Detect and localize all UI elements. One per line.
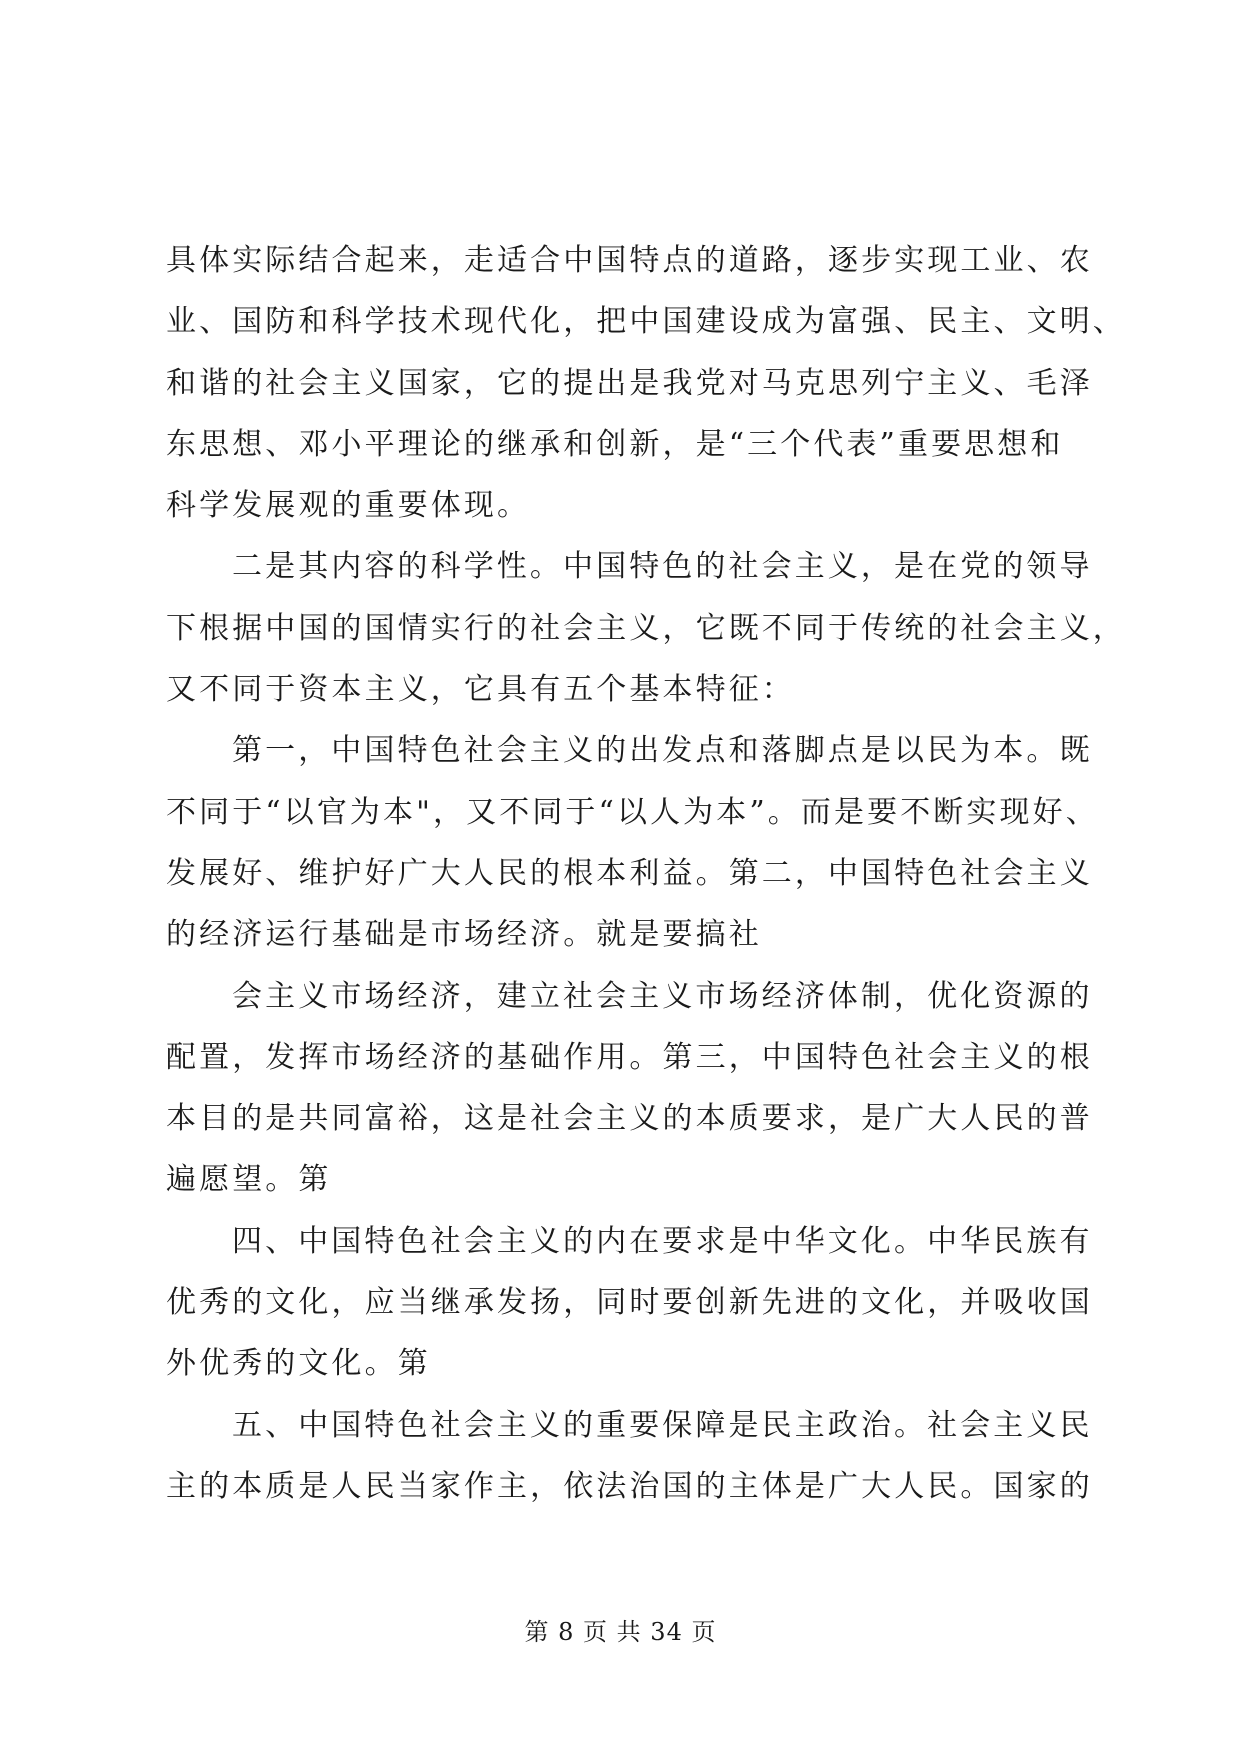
page-number-footer: 第 8 页 共 34 页	[524, 1618, 717, 1646]
text-line-2: 业、国防和科学技术现代化，把中国建设成为富强、民主、文明、	[166, 304, 1126, 340]
text-line-7: 下根据中国的国情实行的社会主义，它既不同于传统的社会主义，	[166, 610, 1126, 646]
text-line-18: 优秀的文化，应当继承发扬，同时要创新先进的文化，并吸收国	[166, 1285, 1093, 1321]
text-line-15: 本目的是共同富裕，这是社会主义的本质要求，是广大人民的普	[166, 1101, 1093, 1137]
text-line-13: 会主义市场经济，建立社会主义市场经济体制，优化资源的	[232, 978, 1093, 1014]
text-line-1: 具体实际结合起来，走适合中国特点的道路，逐步实现工业、农	[166, 243, 1093, 278]
text-line-14: 配置，发挥市场经济的基础作用。第三，中国特色社会主义的根	[166, 1039, 1093, 1075]
text-line-17: 四、中国特色社会主义的内在要求是中华文化。中华民族有	[232, 1223, 1093, 1259]
text-line-10: 不同于“以官为本"，又不同于“以人为本”。而是要不断实现好、	[166, 794, 1099, 830]
text-line-3: 和谐的社会主义国家，它的提出是我党对马克思列宁主义、毛泽	[166, 365, 1093, 401]
text-line-12: 的经济运行基础是市场经济。就是要搞社	[166, 917, 762, 953]
text-line-11: 发展好、维护好广大人民的根本利益。第二，中国特色社会主义	[166, 855, 1093, 891]
text-line-6: 二是其内容的科学性。中国特色的社会主义，是在党的领导	[232, 549, 1093, 585]
text-line-8: 又不同于资本主义，它具有五个基本特征：	[166, 672, 795, 708]
text-line-9: 第一，中国特色社会主义的出发点和落脚点是以民为本。既	[232, 733, 1093, 769]
text-line-4: 东思想、邓小平理论的继承和创新，是“三个代表”重要思想和	[166, 426, 1064, 462]
body-text	[166, 230, 1126, 1517]
text-line-5: 科学发展观的重要体现。	[166, 488, 531, 524]
text-line-21: 主的本质是人民当家作主，依法治国的主体是广大人民。国家的	[166, 1468, 1093, 1504]
text-line-19: 外优秀的文化。第	[166, 1346, 431, 1382]
text-line-16: 遍愿望。第	[166, 1162, 332, 1198]
text-line-20: 五、中国特色社会主义的重要保障是民主政治。社会主义民	[232, 1407, 1093, 1443]
